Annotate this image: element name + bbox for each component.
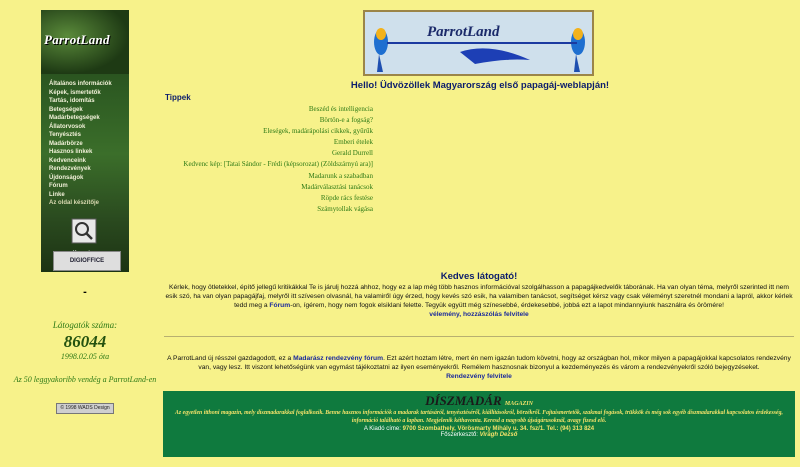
sidebar-item[interactable]: Az oldal készítője [49, 200, 100, 206]
sidebar-item[interactable]: Madárbörze [49, 140, 83, 147]
visitor-stats [0, 280, 170, 384]
sidebar-item[interactable]: Fórum [49, 183, 68, 189]
tip-link[interactable]: Emberi ételek [333, 138, 373, 147]
visitors-count: 86044 [63, 332, 107, 351]
magazine-editor [163, 432, 795, 438]
sidebar-item[interactable]: Betegségek [49, 106, 83, 113]
editor-label: Főszerkesztő: [440, 432, 478, 438]
tips-list [165, 104, 373, 215]
divider [164, 336, 794, 337]
visitors-since: 1998.02.05 óta [60, 352, 110, 361]
magazine-subtitle: MAGAZIN [504, 401, 533, 407]
magazine-title [163, 393, 795, 409]
editor-name: Virágh Dezső [479, 432, 518, 438]
tip-link[interactable]: Gerald Durrell [331, 149, 373, 158]
news-text: A ParrotLand új résszel gazdagodott, ez a [167, 355, 292, 362]
news-section [164, 354, 794, 381]
tip-link[interactable]: Beszéd és intelligencia [308, 105, 373, 113]
sidebar-item[interactable]: Állatorvosok [49, 123, 86, 130]
visitor-title: Kedves látogató! [440, 271, 518, 282]
sidebar-item[interactable]: Kedvenceink [49, 157, 87, 164]
visitor-text-2: -on, ígérem, hogy nem fogok elsiklani felette. Tegyük együtt még színesebbé, érdekesebbé, jobbá ezt a lapot mindannyiunk használra és örömére! [290, 302, 724, 309]
tip-link[interactable]: Börtön-e a fogság? [319, 116, 373, 125]
sidebar-item[interactable]: Újdonságok [49, 174, 84, 181]
tip-link[interactable]: Madarunk a szabadban [308, 171, 373, 180]
tip-link[interactable]: Számytollak vágása [317, 204, 373, 213]
sidebar-logo-text: ParrotLand [44, 32, 110, 47]
sidebar-item[interactable]: Általános információk [49, 81, 112, 87]
tips-title: Tippek [165, 93, 191, 102]
publisher-label: A Kiadó címe: [363, 426, 401, 432]
sidebar-item[interactable]: Tenyésztés [49, 132, 81, 138]
site-title: ParrotLand [427, 24, 500, 40]
add-event-link[interactable]: Rendezvény felvitele [446, 373, 512, 380]
welcome-heading: Hello! Üdvözöllek Magyarország első papagáj-weblapján! [350, 80, 610, 91]
feedback-link[interactable]: vélemény, hozzászólás felvitele [429, 311, 529, 318]
magazine-description: Az egyetlen itthoni magazin, mely díszmadarakkal foglalkozik. Benne hasznos információk a madarak tartásáról, tenyésztéséről, kiállításokról, börzékről. Fajtaismertetők, szakmai fogások, trükkök és még sok egyéb díszmadarakkal kapcsolatos érdekesség, információ található a lapban. Megjelenik kéthavonta. Keresd a nagyobb újságárusoknál, avagy fizesd elő. [175, 410, 783, 424]
tip-link[interactable]: Kedvenc kép: [Tatai Sándor - Frédi (képsorozat) (Zöldszárnyú ara)] [183, 160, 373, 169]
news-text-2: . Ezt azért hoztam létre, mert én nem igazán tudom követni, hogy az országban hol, mikor milyen a papagájokkal kapcsolatos rendezvény van, vagy lesz. Itt viszont lehetőségünk van egymást tájékoztatni az ilyen eseményekről. Remélem hasznosnak bizonyul a kezdeményezés és várom a rendezvényekről szóló bejegyzéseket. [198, 355, 791, 371]
visitors-label: Látogatók száma: [52, 320, 118, 330]
sidebar-item[interactable]: Hasznos linkek [49, 149, 93, 155]
sidebar-logo[interactable] [41, 10, 129, 74]
magazine-ad[interactable] [163, 391, 795, 457]
publisher-address: 9700 Szombathely, Vörösmarty Mihály u. 34. fsz/1. Tel.: (94) 313 824 [402, 426, 595, 432]
parrotland-banner [363, 10, 594, 76]
banner-underline [387, 42, 577, 44]
sidebar-item[interactable]: Tartás, idomítás [49, 98, 95, 104]
search-icon[interactable] [71, 218, 97, 244]
top50-link[interactable]: Az 50 leggyakoribb vendég a ParrotLand-en [13, 375, 157, 384]
sidebar-item[interactable]: Képek, ismertetők [49, 89, 101, 96]
visitor-message [164, 272, 794, 319]
visitor-text: Kérlek, hogy ötletekkel, építő jellegű kritikákkal Te is járulj hozzá ahhoz, hogy ez a lap még több hasznos információval szolgálhasson a papagájkedvelők táborának. Ha van olyan téma, melyről szerinted itt nem esik szó, ha van olyan papagájfaj, melyről itt szívesen olvasnál, ha valamiről úgy érzed, hogy kevés szó esik, ha valamiben tanácsot, segítséget kérsz vagy csak véleményt szeretnél mondani a lapról, akkor kérlek tedd meg a [165, 284, 793, 309]
magazine-title-text: DÍSZMADÁR [425, 393, 502, 408]
separator-dash: - [83, 286, 87, 298]
event-forum-link[interactable]: Madarász rendezvény fórum [293, 355, 384, 362]
tip-link[interactable]: Madárválasztási tanácsok [301, 182, 373, 191]
sidebar-item[interactable]: Linke [49, 191, 65, 198]
wads-design-badge[interactable]: © 1998 WADS Design [56, 403, 114, 414]
sidebar-item[interactable]: Madárbetegségek [49, 115, 100, 121]
sidebar-item[interactable]: Rendezvények [49, 166, 91, 172]
tip-link[interactable]: Eleségek, madárápolási cikkek, gyűrűk [263, 127, 373, 136]
sidebar-nav [41, 10, 129, 272]
digioffice-logo[interactable]: DIGIOFFICE [53, 251, 121, 271]
tip-link[interactable]: Röpde rács festése [320, 193, 373, 202]
sidebar-menu [41, 74, 129, 208]
forum-link[interactable]: Fórum [269, 302, 291, 309]
